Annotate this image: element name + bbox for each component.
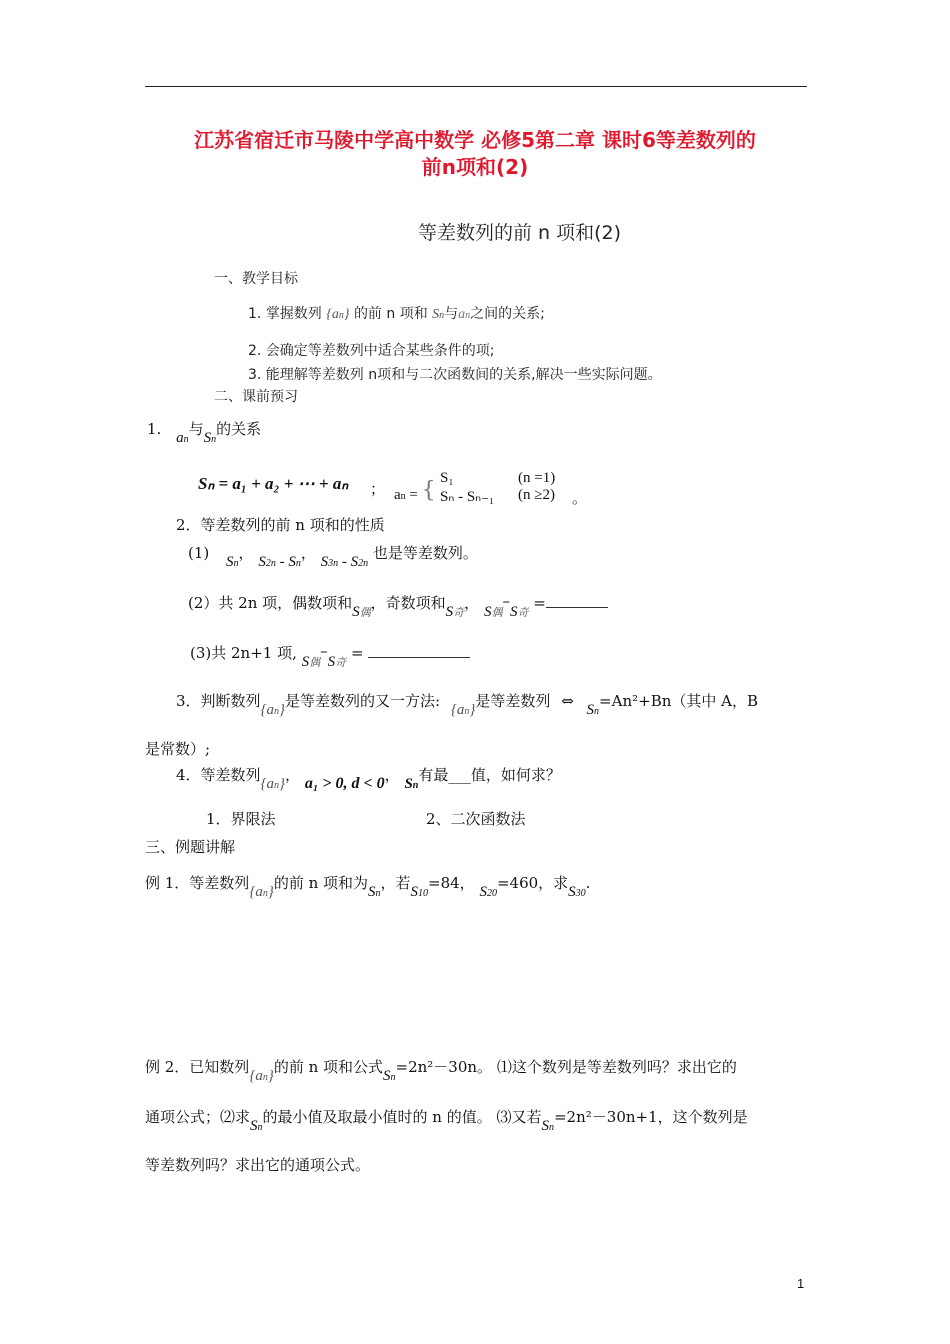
header-rule	[145, 86, 807, 87]
property-1: (1) Sn， S2n - Sn， S3n - S2n 也是等差数列。	[188, 544, 478, 570]
answer-blank-1[interactable]	[546, 607, 608, 608]
example-2-line-2: 通项公式；⑵求Sn的最小值及取最小值时的 n 的值。 ⑶又若Sn=2n²－30n+1，这个数列是	[145, 1108, 748, 1134]
objective-3: 3. 能理解等差数列 n项和与二次函数间的关系,解决一些实际问题。	[248, 367, 662, 383]
example-2-line-3: 等差数列吗？求出它的通项公式。	[145, 1156, 371, 1174]
sum-formula: Sₙ = a₁ + a₂ + ⋯ + aₙ	[198, 474, 349, 493]
example-2-line-1: 例 2．已知数列{an}的前 n 项和公式Sn=2n²－30n。 ⑴这个数列是等差数列吗？求出它的	[145, 1058, 737, 1084]
method-1: 1．界限法	[206, 810, 276, 828]
document-title-line1: 江苏省宿迁市马陵中学高中数学 必修5第二章 课时6等差数列的	[194, 128, 756, 152]
page-number: 1	[797, 1276, 805, 1291]
answer-blank-2[interactable]	[368, 657, 470, 658]
example-1: 例 1．等差数列{an}的前 n 项和为Sn，若S10=84， S20=460，求S30.	[145, 874, 591, 900]
property-2: (2）共 2n 项，偶数项和S偶，奇数项和S奇， S偶–S奇 =	[188, 592, 608, 613]
method-2: 2、二次函数法	[426, 810, 526, 828]
preview-item-4: 4．等差数列{an}， a₁ > 0, d < 0， Sn有最___值，如何求？	[176, 766, 561, 792]
formula-separator: ；	[370, 480, 386, 498]
property-3: (3)共 2n+1 项, S偶–S奇 =	[190, 642, 470, 663]
section-subtitle: 等差数列的前 n 项和(2)	[418, 222, 622, 244]
objective-1: 1. 掌握数列 {an} 的前 n 项和 Sn与an之间的关系;	[248, 306, 545, 322]
preview-item-3: 3．判断数列{an}是等差数列的又一方法: {an}是等差数列 ⇔ Sn=An²+Bn（其中 A，B	[176, 692, 758, 718]
document-title-line2: 前n项和(2)	[421, 155, 529, 179]
objective-2: 2. 会确定等差数列中适合某些条件的项;	[248, 343, 495, 359]
preview-heading: 二、课前预习	[214, 389, 298, 405]
objectives-heading: 一、教学目标	[214, 271, 298, 287]
examples-heading: 三、例题讲解	[145, 838, 236, 856]
preview-item-1: 1. an与Sn的关系	[147, 420, 262, 446]
piecewise-formula: an = { S₁ (n =1) Sₙ - Sₙ₋₁ (n ≥2) 。	[394, 470, 588, 507]
preview-item-2: 2．等差数列的前 n 项和的性质	[176, 516, 385, 534]
preview-item-3-cont: 是常数）;	[145, 740, 211, 758]
